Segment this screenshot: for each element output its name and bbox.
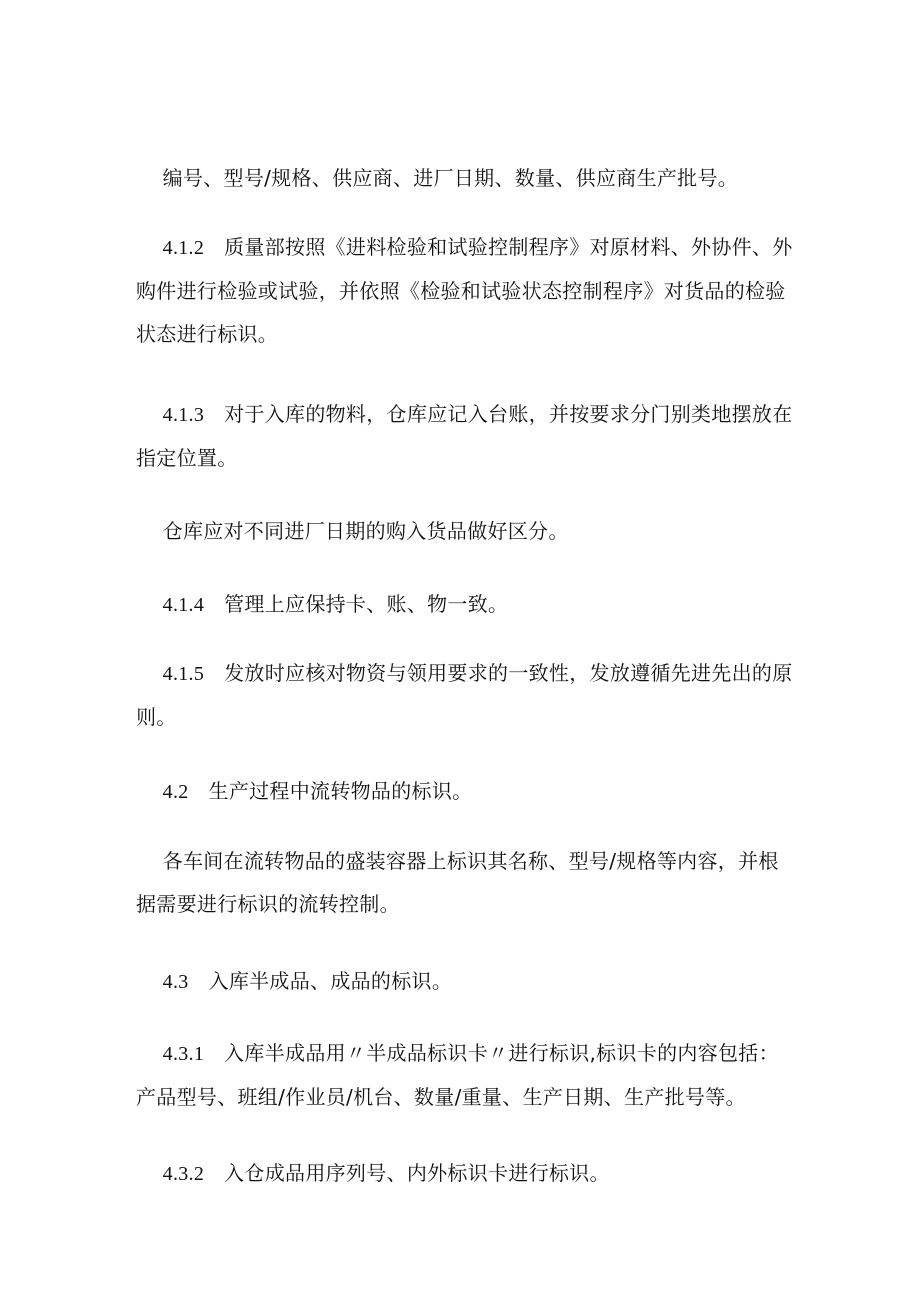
section-number: 4.1.2 [162,237,205,259]
paragraph-text: 入库半成品、成品的标识。 [208,969,453,993]
paragraph-text: 各车间在流转物品的盛装容器上标识其名称、型号/规格等内容，并根据需要进行标识的流转控制。 [136,849,779,916]
paragraph-text: 仓库应对不同进厂日期的购入货品做好区分。 [162,519,569,543]
paragraph-text: 编号、型号/规格、供应商、进厂日期、数量、供应商生产批号。 [162,166,739,190]
section-number: 4.3 [162,971,189,993]
paragraph-text: 质量部按照《进料检验和试验控制程序》对原材料、外协件、外购件进行检验或试验，并依照《检验和试验状态控制程序》对货品的检验状态进行标识。 [136,235,793,346]
section-number: 4.3.1 [162,1043,205,1065]
paragraph-text: 入仓成品用序列号、内外标识卡进行标识。 [224,1161,610,1185]
paragraph-4-3-2 [136,1109,796,1239]
section-number: 4.2 [162,781,189,803]
paragraph-text: 生产过程中流转物品的标识。 [208,779,473,803]
section-number: 4.1.5 [162,663,205,685]
section-number: 4.1.4 [162,594,205,616]
section-number: 4.3.2 [162,1163,205,1185]
section-number: 4.1.3 [162,404,205,426]
paragraph-text: 对于入库的物料，仓库应记入台账，并按要求分门别类地摆放在指定位置。 [136,402,793,470]
paragraph-text: 发放时应核对物资与领用要求的一致性，发放遵循先进先出的原则。 [136,661,793,729]
paragraph-text: 入库半成品用〃半成品标识卡〃进行标识,标识卡的内容包括：产品型号、班组/作业员/机台、数量/重量、生产日期、生产批号等。 [136,1041,779,1109]
paragraph-text: 管理上应保持卡、账、物一致。 [224,592,509,616]
